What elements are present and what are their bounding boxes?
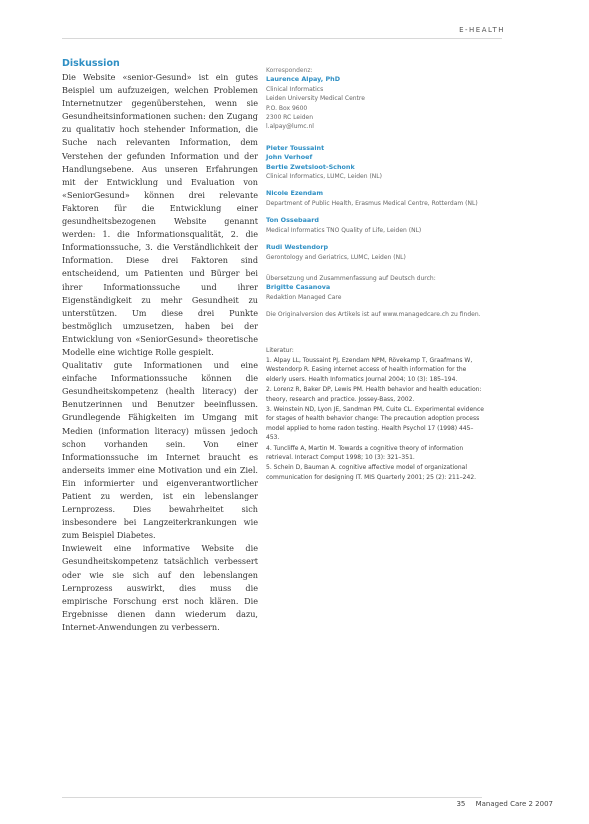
paragraph: Inwieweit eine informative Website die Gesundheitskompetenz tatsächlich verbessert oder wie sie sich auf den lebenslangen Lernprozess auswirkt, dies muss die empirische Forschung erst noch klären. Die Ergebnisse dienen dann wiederum dazu, Internet-Anwendungen zu verbessern. — [62, 543, 258, 632]
translation-block — [266, 274, 486, 302]
authors-block-b — [266, 189, 486, 208]
footer-divider — [62, 797, 482, 798]
address-line: 2300 RC Leiden — [266, 114, 314, 122]
authors-block-a — [266, 144, 486, 182]
author-name: John Verhoef — [266, 153, 313, 162]
right-column — [266, 66, 486, 483]
header-divider — [62, 38, 502, 39]
literature-heading: Literatur: — [266, 346, 294, 354]
author-name: Bertie Zwetsloot-Schonk — [266, 162, 355, 171]
literature-item: 3. Weinstein ND, Lyon JE, Sandman PM, Cuite CL. Experimental evidence for stages of health behavior change: The precaution adoption process model applied to home radon testing. Health Psychol 17 (1998) 445–453. — [266, 405, 484, 442]
footer-text — [456, 800, 553, 808]
journal-name: Managed Care 2 2007 — [475, 800, 553, 808]
translator-affiliation: Redaktion Managed Care — [266, 293, 342, 301]
literature-list — [266, 346, 486, 483]
literature-item: 5. Schein D, Bauman A. cognitive affective model of organizational communication for designing IT. MIS Quarterly 2001; 25 (2): 211–242. — [266, 464, 477, 481]
literature-item: 4. Tuncliffe A, Martin M. Towards a cognitive theory of information retrieval. Interact Comput 1998; 10 (3): 321–351. — [266, 444, 464, 461]
page-footer — [0, 797, 589, 811]
discussion-body — [62, 71, 258, 634]
contact-name: Laurence Alpay, PhD — [266, 75, 341, 84]
address-line: Leiden University Medical Centre — [266, 95, 365, 103]
author-name: Rudi Westendorp — [266, 243, 329, 252]
translation-intro: Übersetzung und Zusammenfassung auf Deutsch durch: — [266, 274, 436, 282]
correspondence-label: Korrespondenz: — [266, 67, 313, 74]
paragraph: Die Website «senior-Gesund» ist ein gutes Beispiel um aufzuzeigen, welchen Problemen Internetnutzer gegenüberstehen, wenn sie Gesundheitsinformationen suchen: den Zugang zu qualitativ hoch stehender Information, die Suche nach relevanten Information, dem Verstehen der gefunden Information und der Handlungsebene. Aus unseren Erfahrungen mit der Entwicklung und Evaluation von «SeniorGesund» können drei relevante Faktoren für die Entwicklung einer gesundheitsbezogenen Website genannt werden: 1. die Informationsqualität, 2. die Informationssuche, 3. die Verständlichkeit der Information. Diese drei Faktoren sind entscheidend, um Patienten und Bürger bei ihrer Informationssuche und ihrer Eigenständigkeit zu mehr Gesundheit zu unterstützen. Um diese drei Punkte bestmöglich umzusetzen, haben bei der Entwicklung von «SeniorGesund» theoretische Modelle eine wichtige Rolle gespielt. — [62, 72, 258, 357]
authors-block-d — [266, 243, 486, 262]
author-name: Ton Ossebaard — [266, 216, 319, 225]
author-affiliation: Department of Public Health, Erasmus Medical Centre, Rotterdam (NL) — [266, 199, 478, 207]
translator-name: Brigitte Casanova — [266, 283, 331, 292]
correspondence-block — [266, 66, 486, 132]
discussion-heading: Diskussion — [62, 58, 120, 69]
address-line: P.O. Box 9600 — [266, 104, 308, 112]
original-version-note: Die Originalversion des Artikels ist auf www.managedcare.ch zu finden. — [266, 311, 481, 319]
literature-item: 2. Lorenz R, Baker DP, Lewis PM. Health behavior and health education: theory, research and practice. Jossey-Bass, 2002. — [266, 386, 482, 403]
paragraph: Qualitativ gute Informationen und eine einfache Informationssuche können die Gesundheitskompetenz (health literacy) der Benutzerinnen und Benutzer beeinflussen. Grundlegende Fähigkeiten im Umgang mit Medien (information literacy) müssen jedoch schon vorhanden sein. Von einer Informationssuche im Internet braucht es anderseits immer eine Motivation und ein Ziel. Ein informierter und eigenverantwortlicher Patient zu werden, ist ein lebenslanger Lernprozess. Dies bewahrheitet sich insbesondere bei Langzeiterkrankungen wie zum Beispiel Diabetes. — [62, 360, 258, 541]
author-affiliation: Medical Informatics TNO Quality of Life, Leiden (NL) — [266, 226, 422, 234]
page-number: 35 — [456, 800, 466, 808]
authors-block-c — [266, 216, 486, 235]
section-label: E-HEALTH — [459, 26, 505, 34]
author-affiliation: Gerontology and Geriatrics, LUMC, Leiden (NL) — [266, 253, 406, 261]
left-column — [62, 58, 258, 634]
address-line: Clinical Informatics — [266, 85, 324, 93]
literature-item: 1. Alpay LL, Toussaint PJ, Ezendam NPM, Rövekamp T, Graafmans W, Westendorp R. Easing internet access of health information for the elderly users. Health Informatics Journal 2004; 10 (3): 185–194. — [266, 356, 473, 383]
author-affiliation: Clinical Informatics, LUMC, Leiden (NL) — [266, 173, 382, 181]
author-name: Pieter Toussaint — [266, 143, 325, 152]
author-name: Nicole Ezendam — [266, 189, 323, 198]
contact-email[interactable]: l.alpay@lumc.nl — [266, 123, 314, 131]
